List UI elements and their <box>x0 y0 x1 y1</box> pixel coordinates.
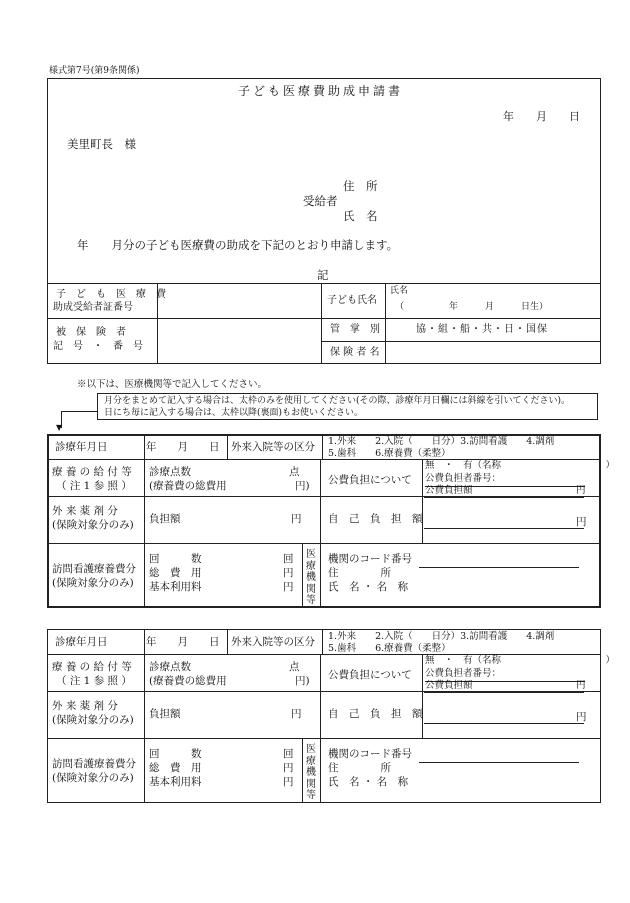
burden-amount-unit: 円 <box>291 513 302 525</box>
total-fee-label: 総 費 用 <box>149 567 202 579</box>
medical-block-2 <box>47 629 616 803</box>
outpatient-drug-label-2: (保険対象分のみ) <box>52 714 134 726</box>
applicant-address-label: 住 所 <box>343 179 378 193</box>
home-nursing-label-2: (保険対象分のみ) <box>52 772 134 784</box>
burden-amount-label: 負担額 <box>149 708 181 720</box>
total-cost-unit: 円) <box>295 480 310 492</box>
home-nursing-label-1: 訪問看護療養費分 <box>52 563 136 575</box>
instruction-line-2: 日にち毎に記入する場合は、太枠以降(裏面)もお使いください。 <box>104 408 364 418</box>
total-cost-unit: 円) <box>295 675 310 687</box>
insurer-name-label: 保 険 者 名 <box>330 347 380 358</box>
visit-count-unit: 回 <box>283 748 294 760</box>
self-pay-label: 自 己 負 担 額 <box>328 708 423 720</box>
cert-number-label-2: 助成受給者証番号 <box>53 302 133 313</box>
name-small-label: 氏名 <box>390 286 409 296</box>
arrow-down-icon: ▼ <box>56 423 63 432</box>
outpatient-drug-label-2: (保険対象分のみ) <box>52 519 134 531</box>
child-name-label: 子ども氏名 <box>327 295 377 306</box>
basic-fee-unit: 円 <box>283 581 294 593</box>
care-benefit-label-1: 療 養 の 給 付 等 <box>52 661 132 673</box>
institution-name-label: 氏 名 ・ 名 称 <box>328 776 409 788</box>
exam-date-value: 年 月 日 <box>146 636 220 648</box>
institution-code-label: 機関のコード番号 <box>328 553 412 565</box>
exam-date-label: 診療年月日 <box>55 636 108 648</box>
public-expense-amount-label: 公費負担額 <box>425 680 473 691</box>
institution-name-label: 氏 名 ・ 名 称 <box>328 581 409 593</box>
visit-count-unit: 回 <box>283 553 294 565</box>
care-benefit-label-1: 療 養 の 給 付 等 <box>52 466 132 478</box>
visit-count-label: 回 数 <box>149 553 202 565</box>
birth-date-line: （ 年 月 日生） <box>395 302 549 312</box>
category-options-2: 5.歯科 6.療養費（柔整） <box>328 448 451 459</box>
medical-block-1 <box>47 434 616 608</box>
page-title: 子ども医療費助成申請書 <box>238 84 404 98</box>
applicant-recipient-label: 受給者 <box>303 194 338 208</box>
insured-label-1: 被 保 険 者 <box>56 327 126 338</box>
total-fee-unit: 円 <box>283 762 294 774</box>
instruction-line-1: 月分をまとめて記入する場合は、太枠のみを使用してください(その際、診療年月日欄には斜線を引いてください)。 <box>104 396 571 406</box>
home-nursing-label-2: (保険対象分のみ) <box>52 577 134 589</box>
addressee: 美里町長 様 <box>67 137 136 151</box>
public-expense-option: 無 ・ 有（名称 ） <box>425 655 616 666</box>
basic-fee-label: 基本利用料 <box>149 581 202 593</box>
cert-number-label-1: 子 ど も 医 療 費 <box>56 289 166 300</box>
jurisdiction-label: 管 掌 別 <box>330 324 380 335</box>
institution-note: ※以下は、医療機関等で記入してください。 <box>77 379 268 390</box>
category-options-2: 5.歯科 6.療養費（柔整） <box>328 643 451 654</box>
public-expense-amount-label: 公費負担額 <box>425 485 473 496</box>
public-expense-number: 公費負担者番号： <box>425 473 502 484</box>
burden-amount-label: 負担額 <box>149 513 181 525</box>
medical-institution-vertical-label: 医療機関等 <box>306 549 316 606</box>
public-expense-amount-unit: 円 <box>576 680 586 691</box>
basic-fee-unit: 円 <box>283 776 294 788</box>
public-expense-label: 公費負担について <box>328 669 412 681</box>
form-number: 様式第7号(第9条関係) <box>49 66 140 76</box>
application-header-box <box>47 78 601 284</box>
points-label: 診療点数 <box>149 466 191 478</box>
insured-label-2: 記 号 ・ 番 号 <box>53 341 143 352</box>
institution-code-label: 機関のコード番号 <box>328 748 412 760</box>
exam-date-value: 年 月 日 <box>146 441 220 453</box>
application-date: 年 月 日 <box>503 110 580 123</box>
medical-institution-vertical-label: 医療機関等 <box>306 744 316 801</box>
burden-amount-unit: 円 <box>291 708 302 720</box>
outpatient-drug-label-1: 外 来 薬 剤 分 <box>52 505 118 517</box>
ki-label: 記 <box>317 268 329 282</box>
request-sentence: 年 月分の子ども医療費の助成を下記のとおり申請します。 <box>77 238 399 252</box>
category-options-1: 1.外来 2.入院（ 日分）3.訪問看護 4.調剤 <box>328 631 555 642</box>
visit-count-label: 回 数 <box>149 748 202 760</box>
public-expense-number: 公費負担者番号： <box>425 668 502 679</box>
public-expense-amount-unit: 円 <box>576 485 586 496</box>
public-expense-option: 無 ・ 有（名称 ） <box>425 460 616 471</box>
total-fee-unit: 円 <box>283 567 294 579</box>
jurisdiction-options: 協・組・船・共・日・国保 <box>416 324 548 335</box>
institution-address-label: 住 所 <box>328 762 391 774</box>
category-label: 外来入院等の区分 <box>231 441 315 453</box>
points-label: 診療点数 <box>149 661 191 673</box>
points-unit: 点 <box>289 466 300 478</box>
exam-date-label: 診療年月日 <box>55 441 108 453</box>
home-nursing-label-1: 訪問看護療養費分 <box>52 758 136 770</box>
total-cost-label: (療養費の総費用 <box>149 480 227 492</box>
self-pay-unit: 円 <box>576 516 587 528</box>
category-options-1: 1.外来 2.入院（ 日分）3.訪問看護 4.調剤 <box>328 436 555 447</box>
outpatient-drug-label-1: 外 来 薬 剤 分 <box>52 700 118 712</box>
care-benefit-label-2: （ 注 1 参 照 ） <box>56 675 132 687</box>
basic-fee-label: 基本利用料 <box>149 776 202 788</box>
self-pay-label: 自 己 負 担 額 <box>328 513 423 525</box>
care-benefit-label-2: （ 注 1 参 照 ） <box>56 480 132 492</box>
points-unit: 点 <box>289 661 300 673</box>
institution-address-label: 住 所 <box>328 567 391 579</box>
self-pay-unit: 円 <box>576 711 587 723</box>
public-expense-label: 公費負担について <box>328 474 412 486</box>
total-cost-label: (療養費の総費用 <box>149 675 227 687</box>
total-fee-label: 総 費 用 <box>149 762 202 774</box>
applicant-name-label: 氏 名 <box>343 209 378 223</box>
category-label: 外来入院等の区分 <box>231 636 315 648</box>
